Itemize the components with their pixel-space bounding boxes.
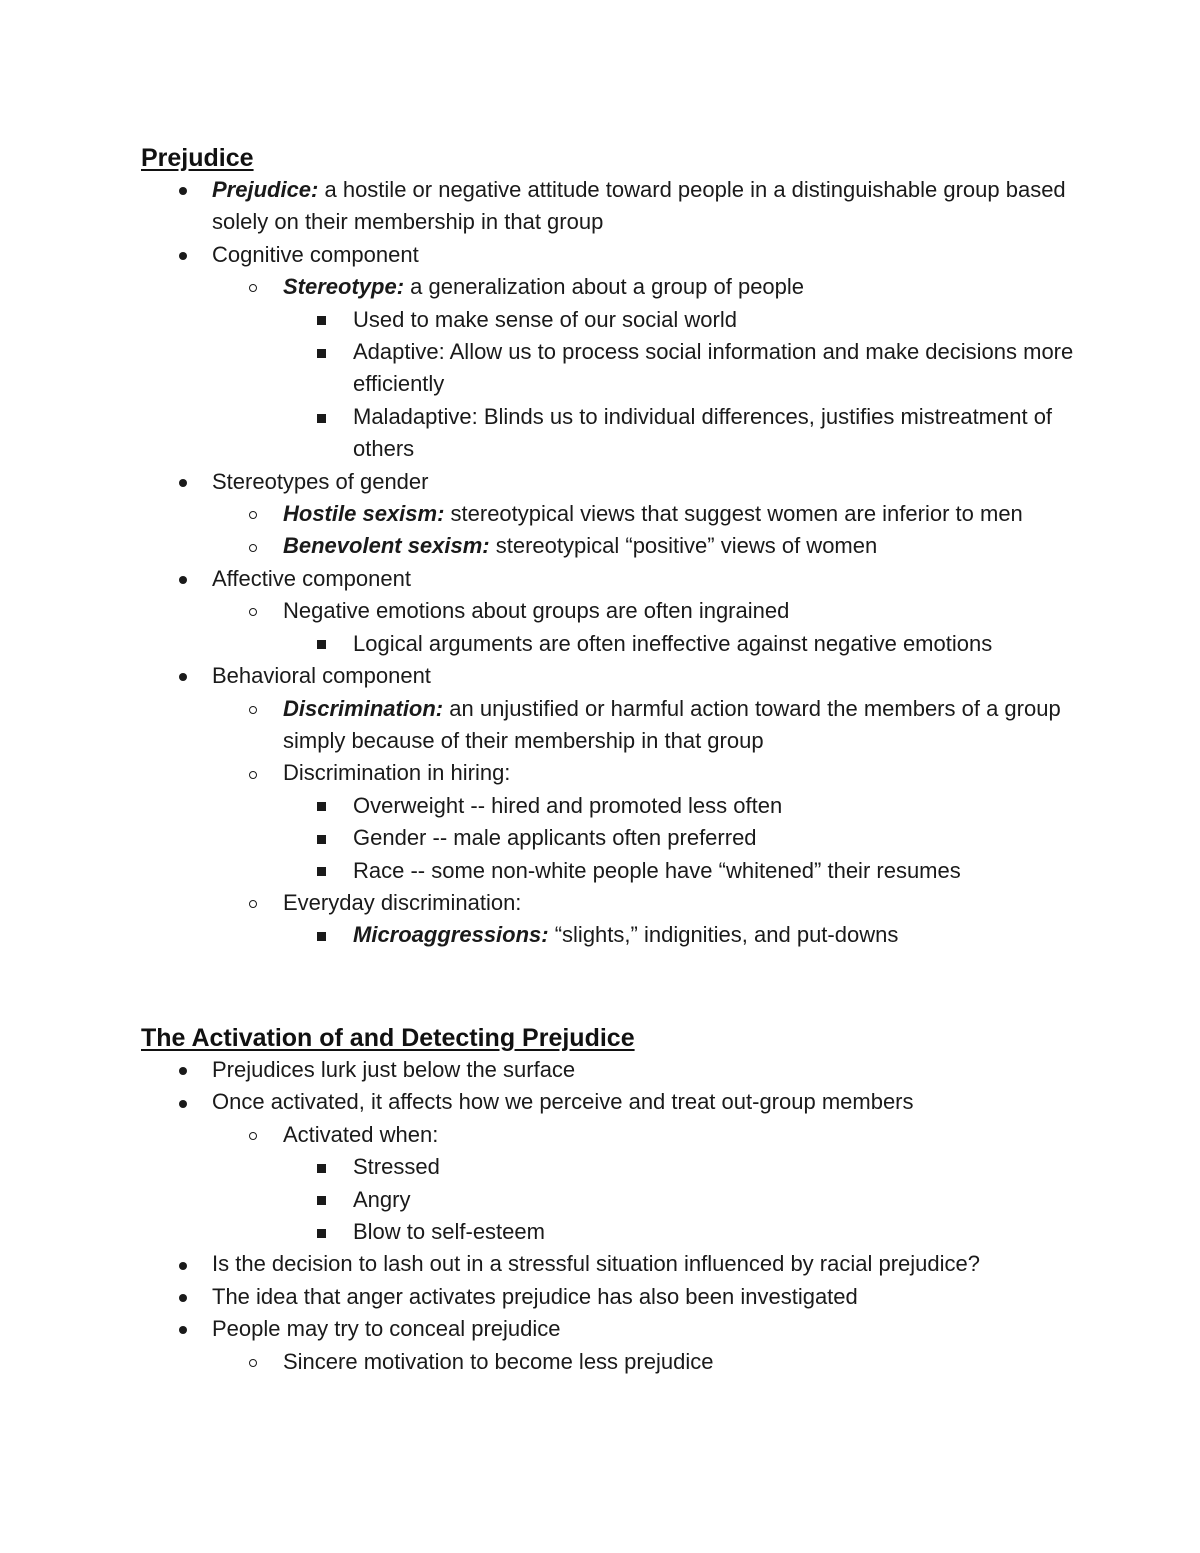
list-item [141,1313,1101,1345]
hollow-bullet-icon [249,595,257,627]
item-text: Behavioral component [212,663,431,689]
section-activation [141,1022,1101,1378]
list-item [141,887,1101,919]
item-text: an unjustified or harmful action toward the members of a group simply because of their membership in that group [283,695,1061,753]
square-bullet-icon [317,336,326,368]
item-text: Blow to self-esteem [353,1219,545,1245]
list-item [141,1151,1101,1183]
filled-bullet-icon [179,1054,187,1086]
bullet-list [141,174,1101,952]
list-item [141,336,1101,401]
item-text: Activated when: [283,1121,439,1147]
hollow-bullet-icon [249,271,257,303]
item-text: Everyday discrimination: [283,889,522,915]
list-item [141,693,1101,758]
item-text: People may try to conceal prejudice [212,1316,561,1342]
list-item [141,1216,1101,1248]
hollow-bullet-icon [249,1346,257,1378]
filled-bullet-icon [179,1248,187,1280]
list-item [141,530,1101,562]
item-text: Logical arguments are often ineffective against negative emotions [353,630,993,656]
list-item [141,1346,1101,1378]
list-item [141,304,1101,336]
hollow-bullet-icon [249,887,257,919]
filled-bullet-icon [179,660,187,692]
list-item [141,271,1101,303]
item-text: Used to make sense of our social world [353,306,737,332]
list-item [141,498,1101,530]
item-text: Stressed [353,1154,440,1180]
filled-bullet-icon [179,1313,187,1345]
filled-bullet-icon [179,466,187,498]
square-bullet-icon [317,855,326,887]
term-label: Hostile sexism: [283,501,445,527]
item-text: Is the decision to lash out in a stressful situation influenced by racial prejudice? [212,1251,980,1277]
hollow-bullet-icon [249,530,257,562]
term-label: Discrimination: [283,695,444,721]
item-text: stereotypical “positive” views of women [489,533,878,559]
item-text: a hostile or negative attitude toward people in a distinguishable group based solely on their membership in that group [212,177,1066,235]
list-item [141,466,1101,498]
bullet-list [141,1054,1101,1378]
list-item [141,1184,1101,1216]
square-bullet-icon [317,919,326,951]
square-bullet-icon [317,790,326,822]
list-item [141,401,1101,466]
square-bullet-icon [317,628,326,660]
item-text: Angry [353,1186,411,1212]
list-item [141,628,1101,660]
item-text: Cognitive component [212,241,419,267]
list-item [141,822,1101,854]
item-text: Overweight -- hired and promoted less often [353,792,783,818]
item-text: stereotypical views that suggest women are inferior to men [444,501,1023,527]
item-text: Stereotypes of gender [212,468,429,494]
list-item [141,919,1101,951]
list-item [141,1281,1101,1313]
term-label: Prejudice: [212,177,319,202]
item-text: Affective component [212,565,411,591]
list-item [141,239,1101,271]
hollow-bullet-icon [249,693,257,725]
item-text: Discrimination in hiring: [283,760,511,786]
list-item [141,563,1101,595]
list-item [141,790,1101,822]
section-heading: Prejudice [141,144,254,172]
item-text: “slights,” indignities, and put-downs [548,922,899,948]
item-text: Race -- some non-white people have “whitened” their resumes [353,857,961,883]
square-bullet-icon [317,1216,326,1248]
filled-bullet-icon [179,1281,187,1313]
item-text: Once activated, it affects how we perceive and treat out-group members [212,1089,914,1115]
term-label: Benevolent sexism: [283,533,490,559]
list-item [141,855,1101,887]
list-item [141,757,1101,789]
section-prejudice [141,142,1101,952]
term-label: Stereotype: [283,274,405,300]
item-text: Negative emotions about groups are often ingrained [283,598,790,624]
square-bullet-icon [317,1151,326,1183]
list-item [141,1248,1101,1280]
list-item [141,595,1101,627]
item-text: Adaptive: Allow us to process social information and make decisions more efficiently [353,339,1074,397]
term-label: Microaggressions: [353,922,549,948]
item-text: Maladaptive: Blinds us to individual differences, justifies mistreatment of others [353,403,1053,462]
section-heading: The Activation of and Detecting Prejudice [141,1024,635,1052]
item-text: The idea that anger activates prejudice has also been investigated [212,1283,858,1309]
filled-bullet-icon [179,239,187,271]
item-text: Gender -- male applicants often preferred [353,825,757,851]
square-bullet-icon [317,822,326,854]
hollow-bullet-icon [249,498,257,530]
hollow-bullet-icon [249,757,257,789]
square-bullet-icon [317,401,326,433]
list-item [141,1086,1101,1118]
filled-bullet-icon [179,563,187,595]
list-item [141,1054,1101,1086]
hollow-bullet-icon [249,1119,257,1151]
list-item [141,660,1101,692]
item-text: Sincere motivation to become less prejudice [283,1348,714,1374]
item-text: a generalization about a group of people [404,274,805,300]
square-bullet-icon [317,1184,326,1216]
list-item [141,1119,1101,1151]
square-bullet-icon [317,304,326,336]
filled-bullet-icon [179,1086,187,1118]
list-item [141,174,1101,239]
item-text: Prejudices lurk just below the surface [212,1057,576,1082]
filled-bullet-icon [179,174,187,206]
